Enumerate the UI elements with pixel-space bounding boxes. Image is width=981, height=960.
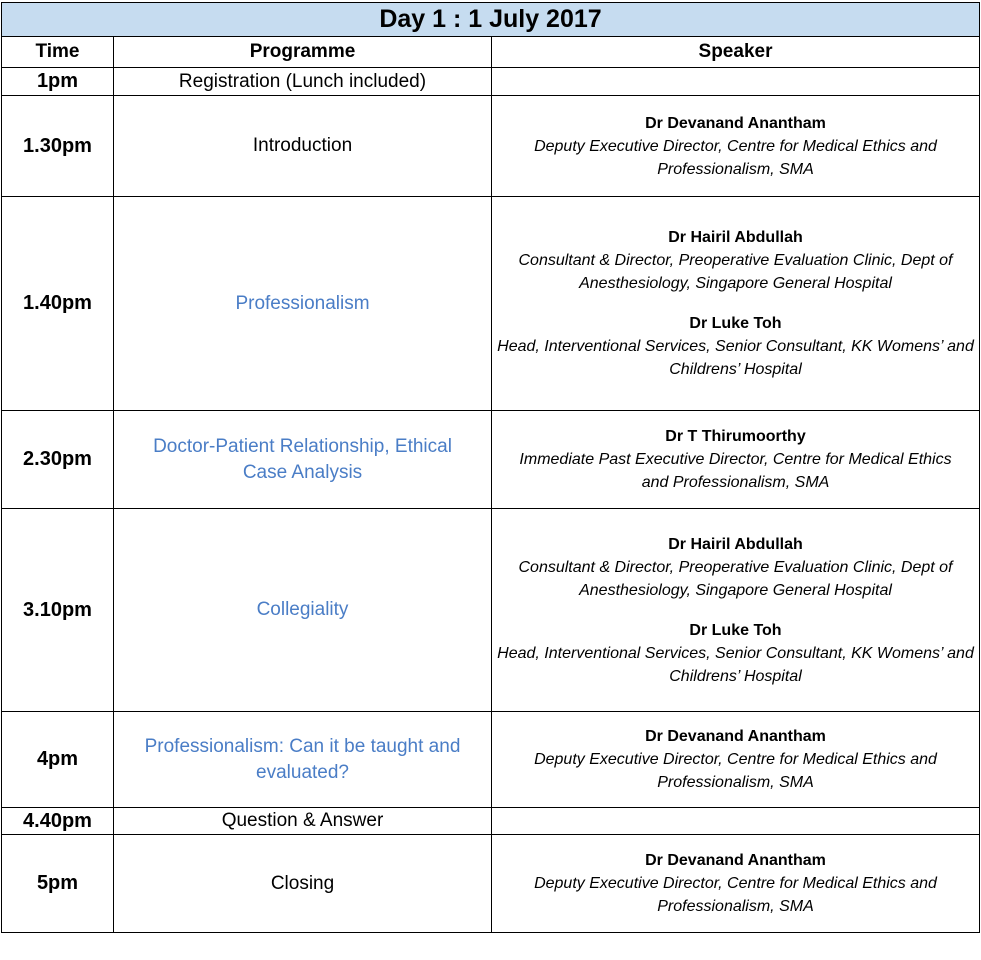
table-row: [2, 509, 980, 712]
programme-link[interactable]: Professionalism: [114, 197, 492, 411]
speaker-name: Dr Hairil Abdullah: [668, 229, 803, 246]
table-row: [2, 712, 980, 808]
programme-cell: Registration (Lunch included): [114, 68, 492, 96]
speaker-cell: [492, 712, 980, 808]
schedule-table: [1, 2, 980, 933]
speaker-cell: [492, 509, 980, 712]
speaker-cell: [492, 68, 980, 96]
time-cell: 3.10pm: [2, 509, 114, 712]
speaker-name: Dr Devanand Anantham: [645, 114, 826, 132]
programme-link[interactable]: [114, 712, 492, 808]
programme-link[interactable]: Collegiality: [114, 509, 492, 712]
speaker-role: Immediate Past Executive Director, Centre for Medical Ethics and Professionalism, SMA: [519, 451, 952, 491]
programme-cell: Question & Answer: [114, 808, 492, 835]
programme-link-text[interactable]: Doctor-Patient Relationship, Ethical Case Analysis: [153, 435, 452, 483]
speaker-cell: [492, 808, 980, 835]
speaker-role: Deputy Executive Director, Centre for Medical Ethics and Professionalism, SMA: [534, 137, 937, 178]
speaker-name: Dr Hairil Abdullah: [668, 535, 803, 553]
speaker-role: Head, Interventional Services, Senior Consultant, KK Womens’ and Childrens’ Hospital: [497, 338, 974, 378]
programme-cell: Introduction: [114, 96, 492, 197]
programme-link-text[interactable]: Professionalism: Can it be taught and evaluated?: [144, 735, 461, 783]
table-row: [2, 411, 980, 509]
speaker-cell: [492, 835, 980, 933]
speaker-spacer: [492, 295, 979, 312]
header-programme: Programme: [114, 37, 492, 68]
speaker-name: Dr Devanand Anantham: [645, 852, 826, 869]
time-cell: 4pm: [2, 712, 114, 808]
time-cell: 2.30pm: [2, 411, 114, 509]
time-cell: 1.40pm: [2, 197, 114, 411]
speaker-name: Dr Luke Toh: [689, 621, 782, 639]
header-time: Time: [2, 37, 114, 68]
speaker-cell: [492, 197, 980, 411]
time-cell: 1.30pm: [2, 96, 114, 197]
table-row: [2, 96, 980, 197]
speaker-cell: [492, 411, 980, 509]
header-speaker: Speaker: [492, 37, 980, 68]
speaker-name: Dr Luke Toh: [689, 315, 782, 332]
table-title: Day 1 : 1 July 2017: [2, 3, 980, 37]
speaker-spacer: [492, 602, 979, 619]
table-row: [2, 197, 980, 411]
header-row: [2, 37, 980, 68]
table-row: [2, 68, 980, 96]
speaker-role: Consultant & Director, Preoperative Evaluation Clinic, Dept of Anesthesiology, Singapore General Hospital: [518, 252, 953, 292]
table-row: [2, 835, 980, 933]
time-cell: 4.40pm: [2, 808, 114, 835]
speaker-role: Head, Interventional Services, Senior Consultant, KK Womens’ and Childrens’ Hospital: [497, 644, 974, 685]
speaker-cell: [492, 96, 980, 197]
speaker-name: Dr Devanand Anantham: [645, 728, 826, 745]
speaker-role: Deputy Executive Director, Centre for Medical Ethics and Professionalism, SMA: [534, 875, 937, 915]
programme-cell: Closing: [114, 835, 492, 933]
speaker-role: Deputy Executive Director, Centre for Medical Ethics and Professionalism, SMA: [534, 751, 937, 791]
speaker-name: Dr T Thirumoorthy: [665, 428, 806, 445]
time-cell: 5pm: [2, 835, 114, 933]
table-row: [2, 808, 980, 835]
programme-link[interactable]: [114, 411, 492, 509]
time-cell: 1pm: [2, 68, 114, 96]
speaker-role: Consultant & Director, Preoperative Evaluation Clinic, Dept of Anesthesiology, Singapore General Hospital: [518, 558, 953, 599]
